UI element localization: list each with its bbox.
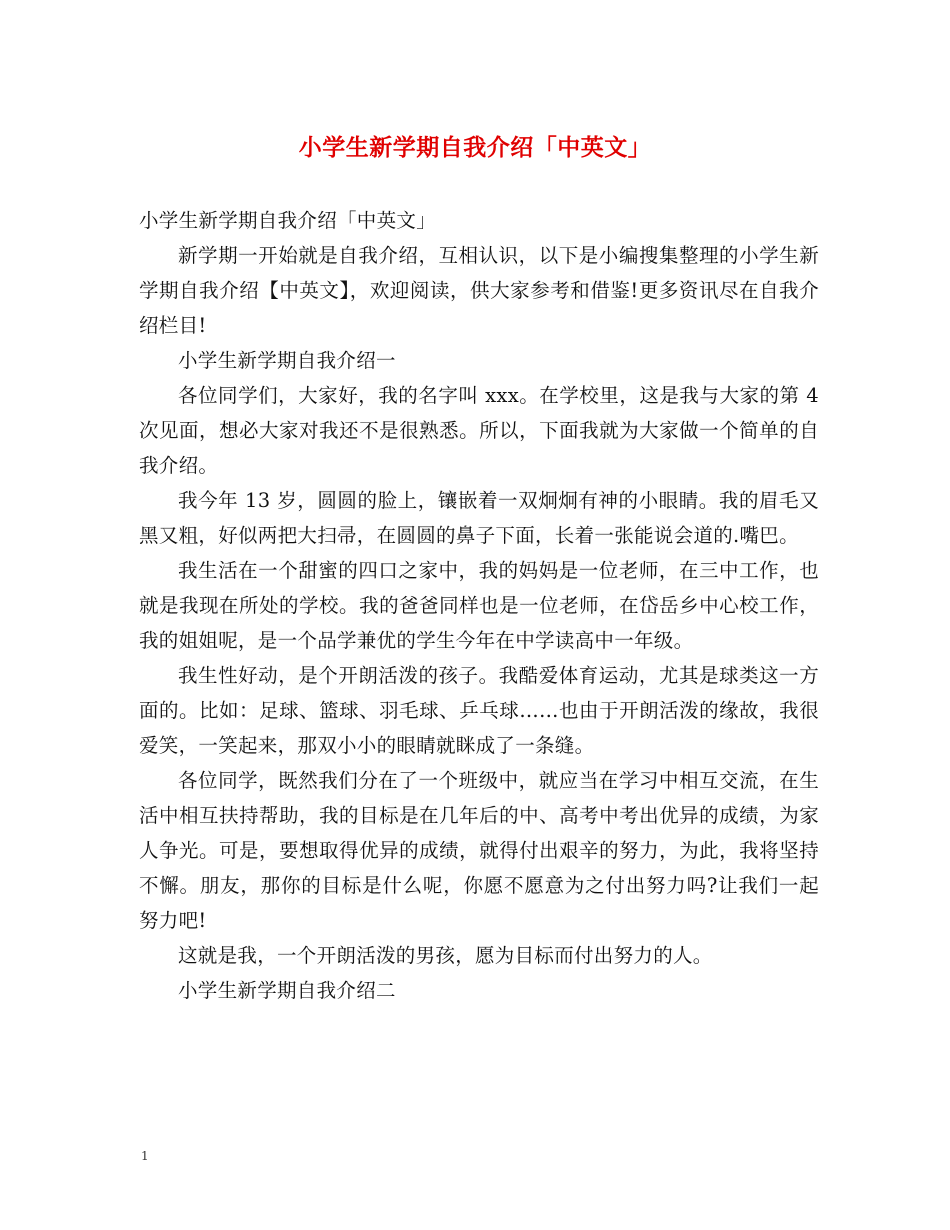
paragraph-closing: 这就是我，一个开朗活泼的男孩，愿为目标而付出努力的人。 [178, 944, 713, 967]
paragraph-hobbies: 我生性好动，是个开朗活泼的孩子。我酷爱体育运动，尤其是球类这一方面的。比如：足球、篮球、羽毛球、乒乓球……也由于开朗活泼的缘故，我很爱笑，一笑起来，那双小小的眼睛就眯成了一条缝。 [139, 664, 819, 757]
paragraph-goals: 各位同学，既然我们分在了一个班级中，就应当在学习中相互交流，在生活中相互扶持帮助，我的目标是在几年后的中、高考中考出优异的成绩，为家人争光。可是，要想取得优异的成绩，就得付出艰辛的努力，为此，我将坚持不懈。朋友，那你的目标是什么呢，你愿不愿意为之付出努力吗?让我们一起努力吧! [139, 769, 819, 932]
document-body [139, 203, 819, 1008]
paragraph-family: 我生活在一个甜蜜的四口之家中，我的妈妈是一位老师，在三中工作，也就是我现在所处的学校。我的爸爸同样也是一位老师，在岱岳乡中心校工作，我的姐姐呢，是一个品学兼优的学生今年在中学读高中一年级。 [139, 559, 819, 652]
page-number: 1 [141, 1149, 149, 1163]
paragraph-subtitle: 小学生新学期自我介绍「中英文」 [139, 209, 437, 232]
document-title: 小学生新学期自我介绍「中英文」 [298, 134, 652, 161]
paragraph-intro: 新学期一开始就是自我介绍，互相认识，以下是小编搜集整理的小学生新学期自我介绍【中英文】，欢迎阅读，供大家参考和借鉴!更多资讯尽在自我介绍栏目! [139, 244, 819, 337]
paragraph-greeting: 各位同学们，大家好，我的名字叫 xxx。在学校里，这是我与大家的第 4 次见面，想必大家对我还不是很熟悉。所以，下面我就为大家做一个简单的自我介绍。 [139, 384, 819, 477]
section-heading-two: 小学生新学期自我介绍二 [178, 979, 396, 1002]
section-heading-one: 小学生新学期自我介绍一 [178, 349, 396, 372]
paragraph-appearance: 我今年 13 岁，圆圆的脸上，镶嵌着一双炯炯有神的小眼睛。我的眉毛又黑又粗，好似两把大扫帚，在圆圆的鼻子下面，长着一张能说会道的.嘴巴。 [139, 489, 819, 547]
